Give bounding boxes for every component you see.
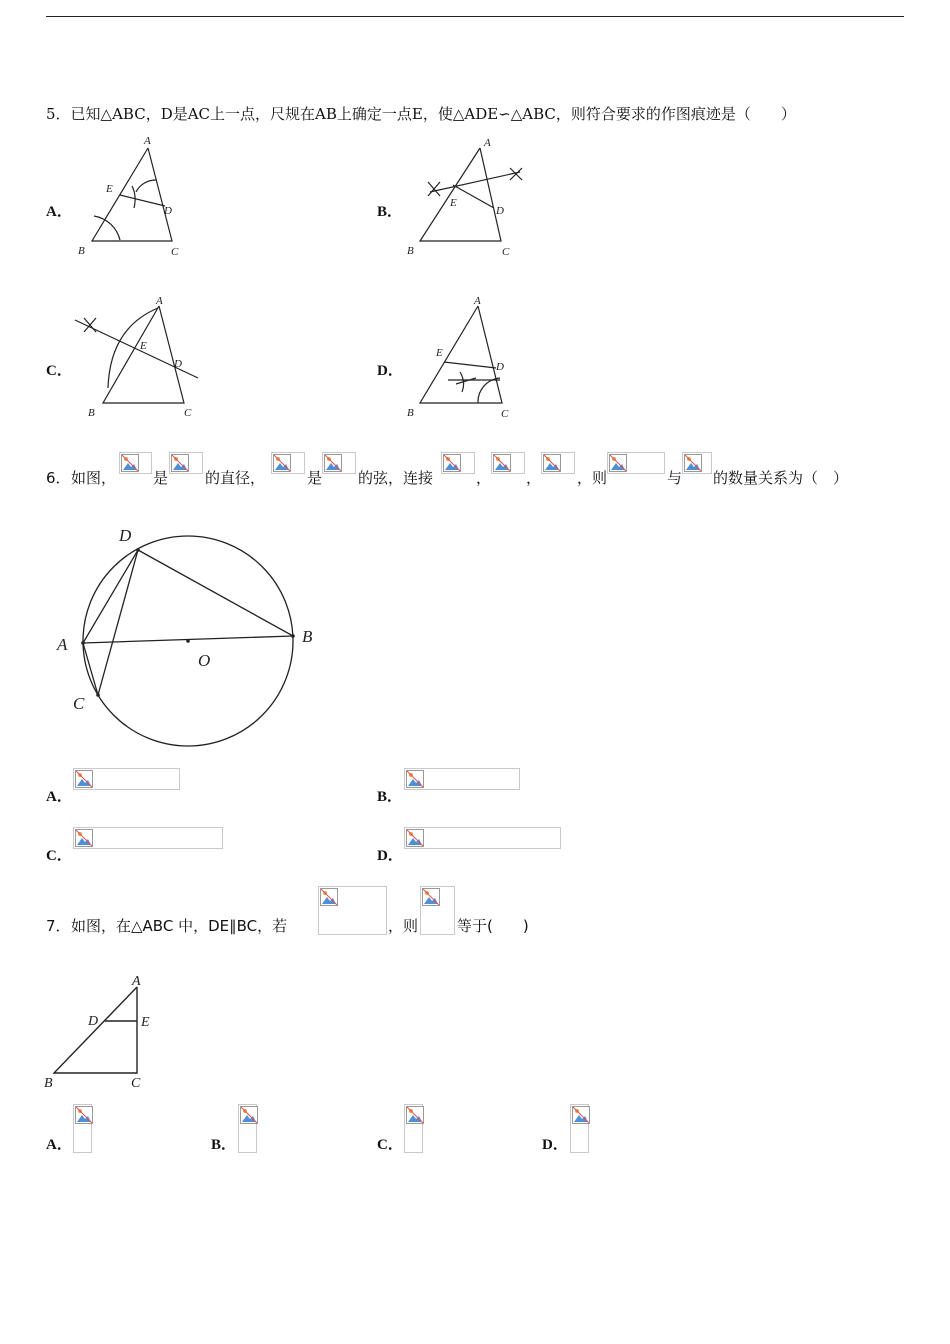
q5-option-a-label[interactable]: A． <box>46 204 72 220</box>
q6-option-d-formula[interactable] <box>404 827 561 849</box>
q6-formula-7 <box>541 452 575 474</box>
q5c-label-c: C <box>184 407 192 419</box>
q5a-label-d: D <box>164 205 172 217</box>
q6-text-5: 的弦，连接 <box>358 469 434 487</box>
q6-formula-5 <box>441 452 475 474</box>
q6-formula-2 <box>169 452 203 474</box>
q6-text-4: 是 <box>307 469 323 487</box>
q5b-label-d: D <box>496 205 504 217</box>
q5a-label-e: E <box>106 183 113 195</box>
q5b-label-e: E <box>450 197 457 209</box>
q5-figure-a <box>70 130 200 265</box>
q6-option-c-label[interactable]: C． <box>46 848 72 864</box>
q5a-label-a: A <box>144 135 151 147</box>
broken-image-icon <box>320 888 338 906</box>
q5c-label-a: A <box>156 295 163 307</box>
q6-option-a-formula[interactable] <box>73 768 180 790</box>
q6-formula-1 <box>119 452 152 474</box>
q6-formula-3 <box>271 452 305 474</box>
q7-option-a-label[interactable]: A． <box>46 1137 72 1153</box>
q5b-label-a: A <box>484 137 491 149</box>
q6-text-7: ， <box>526 469 542 487</box>
q7-option-d-label[interactable]: D． <box>542 1137 568 1153</box>
question-5 <box>46 103 796 124</box>
q7-number: 7． <box>46 917 71 935</box>
q5d-label-e: E <box>436 347 443 359</box>
q6-formula-8 <box>607 452 665 474</box>
q7-text-3: 等于( ) <box>457 917 529 935</box>
broken-image-icon <box>171 454 189 472</box>
q7-label-d: D <box>88 1014 99 1029</box>
q6-option-b-formula[interactable] <box>404 768 520 790</box>
broken-image-icon <box>543 454 561 472</box>
broken-image-icon <box>121 454 139 472</box>
q6-label-c: C <box>73 694 85 713</box>
q7-label-c: C <box>131 1076 141 1091</box>
q6-circle-figure <box>50 520 330 755</box>
broken-image-icon <box>240 1106 258 1124</box>
broken-image-icon <box>75 770 93 788</box>
q7-option-c-formula[interactable] <box>404 1104 423 1153</box>
q5-figure-b <box>400 130 535 265</box>
q5a-label-c: C <box>171 246 179 258</box>
q6-text-8: ，则 <box>577 469 608 487</box>
broken-image-icon <box>609 454 627 472</box>
q6-option-b-label[interactable]: B． <box>377 789 403 805</box>
q6-text-9: 与 <box>667 469 683 487</box>
q7-option-d-formula[interactable] <box>570 1104 589 1153</box>
q5d-label-c: C <box>501 408 509 420</box>
broken-image-icon <box>684 454 702 472</box>
q6-number: 6． <box>46 469 71 487</box>
q6-option-d-label[interactable]: D． <box>377 848 403 864</box>
broken-image-icon <box>406 1106 424 1124</box>
q7-text-1: 如图，在△ABC 中，DE∥BC，若 <box>71 917 288 935</box>
broken-image-icon <box>422 888 440 906</box>
q5b-label-c: C <box>502 246 510 258</box>
q6-option-a-label[interactable]: A． <box>46 789 72 805</box>
q6-text-2: 是 <box>153 469 169 487</box>
broken-image-icon <box>572 1106 590 1124</box>
q7-label-e: E <box>141 1015 150 1030</box>
q5d-label-d: D <box>496 361 504 373</box>
q7-formula-1 <box>318 886 387 935</box>
broken-image-icon <box>75 1106 93 1124</box>
q5-option-b-label[interactable]: B． <box>377 204 403 220</box>
question-5-number: 5． <box>46 105 71 123</box>
broken-image-icon <box>406 829 424 847</box>
q6-label-o: O <box>198 651 211 670</box>
question-5-text: 已知△ABC，D是AC上一点，尺规在AB上确定一点E，使△ADE∽△ABC，则符合要求的作图痕迹是（ ） <box>70 105 796 123</box>
q6-label-a: A <box>57 635 68 654</box>
q5c-label-d: D <box>174 358 182 370</box>
q5c-label-b: B <box>88 407 95 419</box>
q5-option-d-label[interactable]: D． <box>377 363 403 379</box>
q7-triangle-figure <box>40 970 170 1095</box>
q7-option-a-formula[interactable] <box>73 1104 92 1153</box>
q7-label-a: A <box>132 974 141 989</box>
q6-text-6: ， <box>476 469 492 487</box>
q6-text-3: 的直径， <box>205 469 266 487</box>
q5-figure-d <box>400 292 535 427</box>
broken-image-icon <box>273 454 291 472</box>
broken-image-icon <box>324 454 342 472</box>
q5d-label-a: A <box>474 295 481 307</box>
q5d-label-b: B <box>407 407 414 419</box>
q6-formula-4 <box>322 452 356 474</box>
q5-option-c-label[interactable]: C． <box>46 363 72 379</box>
q6-formula-9 <box>682 452 712 474</box>
q7-label-b: B <box>44 1076 53 1091</box>
broken-image-icon <box>493 454 511 472</box>
q5a-label-b: B <box>78 245 85 257</box>
q5b-label-b: B <box>407 245 414 257</box>
q6-label-d: D <box>119 526 132 545</box>
header-rule <box>46 16 904 17</box>
q6-text-1: 如图， <box>71 469 117 487</box>
q5-figure-c <box>70 292 205 427</box>
q5c-label-e: E <box>140 340 147 352</box>
q7-formula-2 <box>420 886 455 935</box>
broken-image-icon <box>75 829 93 847</box>
q7-option-b-label[interactable]: B． <box>211 1137 237 1153</box>
q6-formula-6 <box>491 452 525 474</box>
q7-option-b-formula[interactable] <box>238 1104 257 1153</box>
q6-text-10: 的数量关系为（ ） <box>713 469 849 487</box>
q6-label-b: B <box>302 627 313 646</box>
q7-option-c-label[interactable]: C． <box>377 1137 403 1153</box>
broken-image-icon <box>406 770 424 788</box>
q6-option-c-formula[interactable] <box>73 827 223 849</box>
broken-image-icon <box>443 454 461 472</box>
q7-text-2: ，则 <box>388 917 419 935</box>
